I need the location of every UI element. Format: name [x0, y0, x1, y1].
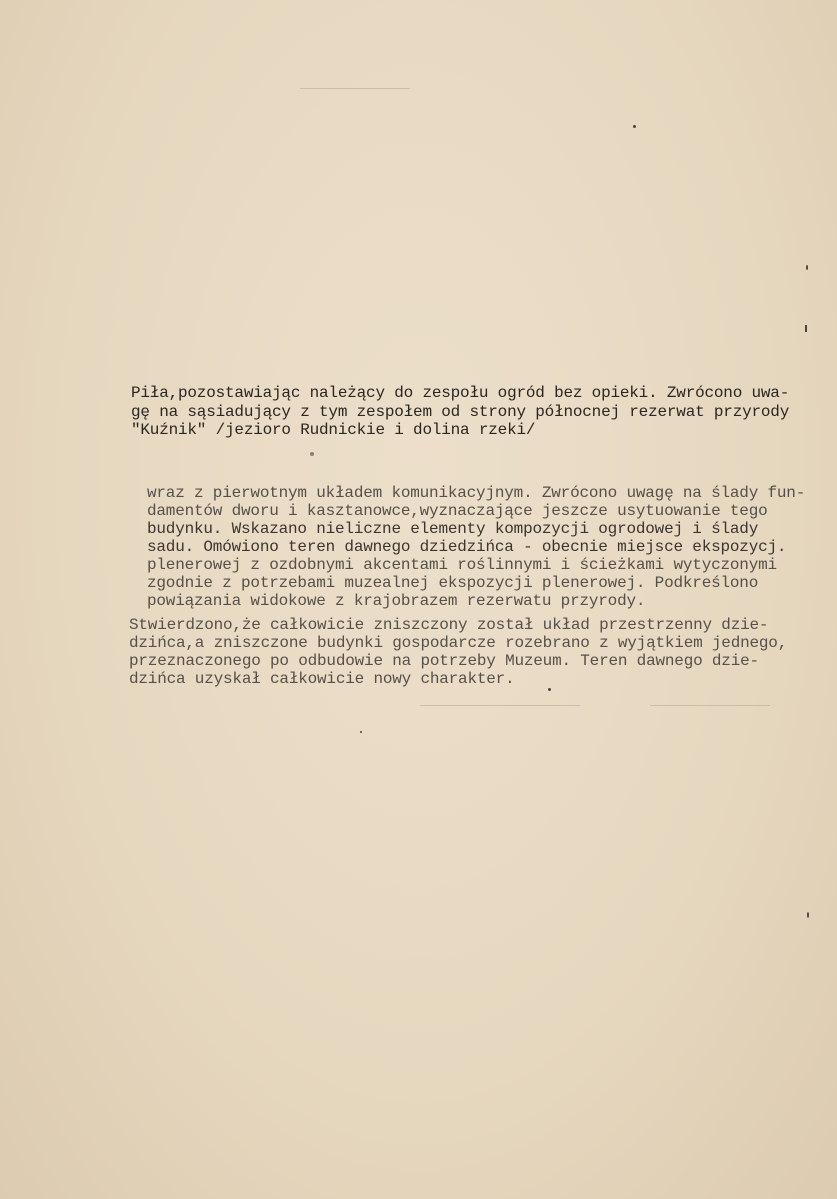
text-line: zgodnie z potrzebami muzealnej ekspozycji plenerowej. Podkreślono: [147, 574, 759, 592]
text-line: dzińca uzyskał całkowicie nowy charakter.: [129, 670, 515, 688]
ink-speck: [360, 731, 362, 733]
text-line: "Kuźnik" /jezioro Rudnickie i dolina rzeki/: [131, 421, 536, 439]
bleed-through-mark: [650, 705, 770, 706]
ink-speck: [806, 265, 808, 270]
text-line: sadu. Omówiono teren dawnego dziedzińca - obecnie miejsce ekspozycj.: [147, 538, 787, 556]
text-line: wraz z pierwotnym układem komunikacyjnym. Zwrócono uwagę na ślady fun-: [147, 484, 806, 502]
text-line: powiązania widokowe z krajobrazem rezerwatu przyrody.: [147, 592, 646, 610]
text-line: gę na sąsiadujący z tym zespołem od strony północnej rezerwat przyrody: [131, 403, 790, 421]
bleed-through-mark: [300, 88, 410, 89]
text-line: damentów dworu i kasztanowce,wyznaczające jeszcze usytuowanie tego: [147, 502, 768, 520]
ink-speck: [807, 912, 809, 918]
margin-mark: [805, 325, 807, 332]
text-line: przeznaczonego po odbudowie na potrzeby Muzeum. Teren dawnego dzie-: [129, 652, 759, 670]
text-line: plenerowej z ozdobnymi akcentami roślinnymi i ścieżkami wytyczonymi: [147, 556, 777, 574]
ink-speck: [548, 688, 551, 691]
text-line: dzińca,a zniszczone budynki gospodarcze rozebrano z wyjątkiem jednego,: [129, 634, 788, 652]
ink-speck: [310, 452, 314, 456]
text-line: budynku. Wskazano nieliczne elementy kompozycji ogrodowej i ślady: [147, 520, 759, 538]
bleed-through-mark: [420, 705, 580, 706]
text-line: Stwierdzono,że całkowicie zniszczony został układ przestrzenny dzie-: [129, 616, 769, 634]
ink-speck: [633, 125, 636, 128]
text-line: Piła,pozostawiając należący do zespołu ogród bez opieki. Zwrócono uwa-: [131, 384, 790, 402]
